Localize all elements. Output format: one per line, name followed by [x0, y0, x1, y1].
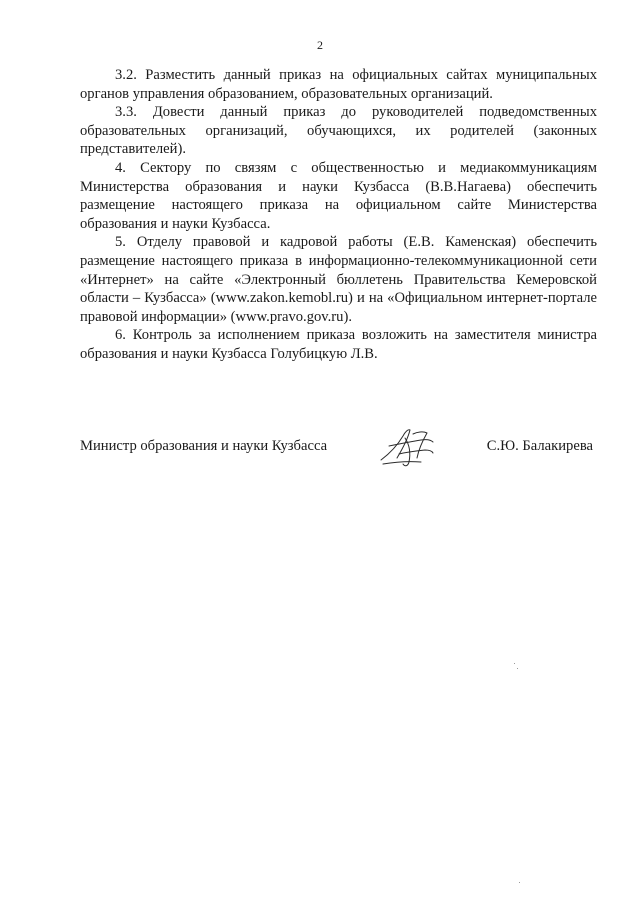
paragraph-4: 4. Сектору по связям с общественностью и медиакоммуникациям Министерства образования и науки Кузбасса (В.В.Нагаева) обеспечить размещение настоящего приказа на официальном сайте Министерства образования и науки Кузбасса.: [80, 159, 597, 232]
signer-name: С.Ю. Балакирева: [486, 438, 593, 454]
paragraph-6: 6. Контроль за исполнением приказа возложить на заместителя министра образования и науки Кузбасса Голубицкую Л.В.: [80, 327, 597, 362]
signature-block: [80, 438, 597, 478]
paragraph-3-2: 3.2. Разместить данный приказ на официальных сайтах муниципальных органов управления образованием, образовательных организаций.: [80, 67, 597, 102]
scan-speck: [519, 882, 520, 883]
scan-speck: [517, 668, 518, 669]
page-number: 2: [317, 38, 323, 52]
scan-speck: [514, 663, 515, 664]
paragraph-3-3: 3.3. Довести данный приказ до руководителей подведомственных образовательных организаций, обучающихся, их родителей (законных представителей).: [80, 104, 597, 158]
paragraph-5: 5. Отделу правовой и кадровой работы (Е.В. Каменская) обеспечить размещение настоящего приказа в информационно-телекоммуникационной сети «Интернет» на сайте «Электронный бюллетень Правительства Кемеровской области – Кузбасса» (www.zakon.kemobl.ru) и на «Официальном интернет-портале правовой информации» (www.pravo.gov.ru).: [80, 234, 597, 325]
document-body: [80, 66, 597, 364]
signer-position-title: Министр образования и науки Кузбасса: [80, 438, 328, 454]
handwritten-signature: [375, 424, 439, 470]
